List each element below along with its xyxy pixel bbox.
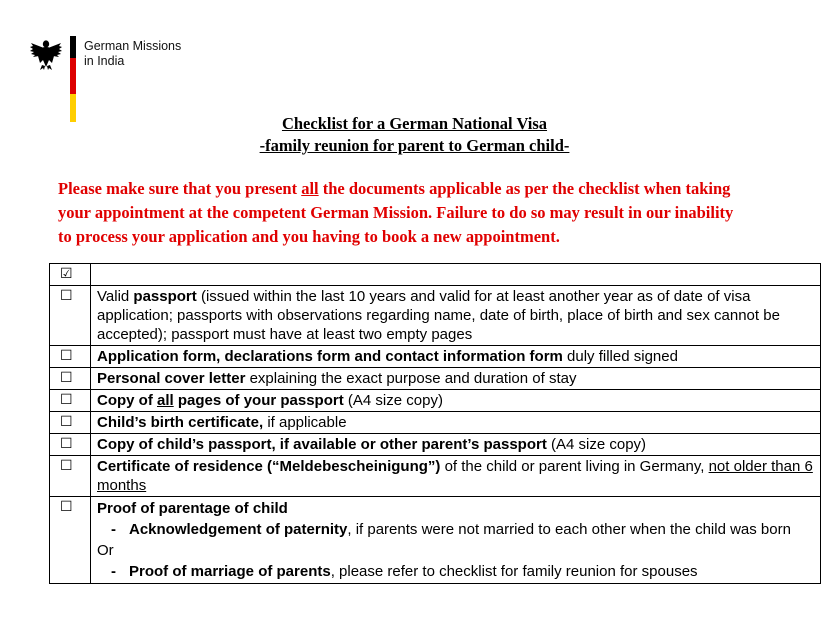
checkbox-application-form[interactable]: ☐ xyxy=(50,346,91,368)
checkbox-birth-certificate[interactable]: ☐ xyxy=(50,412,91,434)
item-residence xyxy=(91,456,821,497)
german-flag-bar xyxy=(70,36,76,122)
item-text: of the child or parent living in Germany, xyxy=(440,458,709,475)
sub-item-marriage xyxy=(97,561,814,582)
item-bold: Copy of child’s passport, if available or other parent’s passport xyxy=(97,436,547,453)
title-line-2: -family reunion for parent to German child- xyxy=(259,136,570,155)
sub-item-paternity xyxy=(97,519,814,540)
header-checkbox[interactable]: ☑ xyxy=(50,264,91,286)
warning-line-1 xyxy=(58,177,818,201)
table-row xyxy=(50,456,821,497)
table-header-row xyxy=(50,264,821,286)
table-row xyxy=(50,286,821,346)
table-row xyxy=(50,497,821,584)
item-birth-certificate xyxy=(91,412,821,434)
mission-line-1: German Missions xyxy=(84,39,182,53)
item-bold: Copy of xyxy=(97,392,157,409)
checkbox-passport[interactable]: ☐ xyxy=(50,286,91,346)
warning-line-2: your appointment at the competent German Mission. Failure to do so may result in our inability xyxy=(58,203,734,222)
checklist-table xyxy=(49,263,821,584)
warning-emphasis: all xyxy=(301,179,319,198)
mission-name xyxy=(84,39,181,69)
item-bold: Personal cover letter xyxy=(97,370,246,387)
item-bold: Certificate of residence (“Meldebescheinigung”) xyxy=(97,458,441,475)
warning-line-3: to process your application and you having to book a new appointment. xyxy=(58,227,560,246)
dash: - xyxy=(111,563,116,580)
table-row xyxy=(50,434,821,456)
table-row xyxy=(50,390,821,412)
item-text: (A4 size copy) xyxy=(546,436,647,453)
warning-text: the documents applicable as per the checklist when taking xyxy=(318,179,731,198)
item-emphasis: all xyxy=(157,392,174,409)
checkbox-passport-copy[interactable]: ☐ xyxy=(50,390,91,412)
item-text: (issued within the last 10 years and valid for at least another year as of date of visa application; passports with observations regarding name, date of birth, place of birth and sex cannot be accepted); passport must have at least two empty pages xyxy=(97,288,780,343)
mission-line-2: in India xyxy=(84,54,125,68)
item-text: (A4 size copy) xyxy=(343,392,443,409)
item-child-passport xyxy=(91,434,821,456)
federal-eagle-logo xyxy=(30,37,62,71)
item-underline: not older than 6 months xyxy=(97,458,813,494)
item-bold: Proof of marriage of parents xyxy=(129,563,331,580)
warning-notice xyxy=(58,177,818,249)
item-text: Valid xyxy=(97,288,134,305)
item-bold: Acknowledgement of paternity xyxy=(129,521,348,538)
document-title xyxy=(0,113,829,157)
checkbox-cover-letter[interactable]: ☐ xyxy=(50,368,91,390)
item-text: , if parents were not married to each other when the child was born xyxy=(347,521,791,538)
table-row xyxy=(50,368,821,390)
item-text: Or xyxy=(97,542,114,559)
item-parentage xyxy=(91,497,821,584)
header-cell xyxy=(91,264,821,286)
table-row xyxy=(50,346,821,368)
warning-text: Please make sure that you present xyxy=(58,179,302,198)
checkbox-parentage[interactable]: ☐ xyxy=(50,497,91,584)
dash: - xyxy=(111,521,116,538)
item-bold: passport xyxy=(133,288,197,305)
item-passport-copy xyxy=(91,390,821,412)
item-bold: Proof of parentage of child xyxy=(97,500,288,517)
item-text: duly filled signed xyxy=(562,348,678,365)
title-line-1: Checklist for a German National Visa xyxy=(281,114,548,133)
checkbox-child-passport[interactable]: ☐ xyxy=(50,434,91,456)
item-bold: Child’s birth certificate, xyxy=(97,414,264,431)
item-text: , please refer to checklist for family reunion for spouses xyxy=(330,563,698,580)
item-passport xyxy=(91,286,821,346)
item-cover-letter xyxy=(91,368,821,390)
checkbox-residence[interactable]: ☐ xyxy=(50,456,91,497)
item-bold: pages of your passport xyxy=(173,392,344,409)
item-text: if applicable xyxy=(263,414,347,431)
item-application-form xyxy=(91,346,821,368)
item-bold: Application form, declarations form and contact information form xyxy=(97,348,563,365)
item-text: explaining the exact purpose and duration of stay xyxy=(245,370,577,387)
table-row xyxy=(50,412,821,434)
